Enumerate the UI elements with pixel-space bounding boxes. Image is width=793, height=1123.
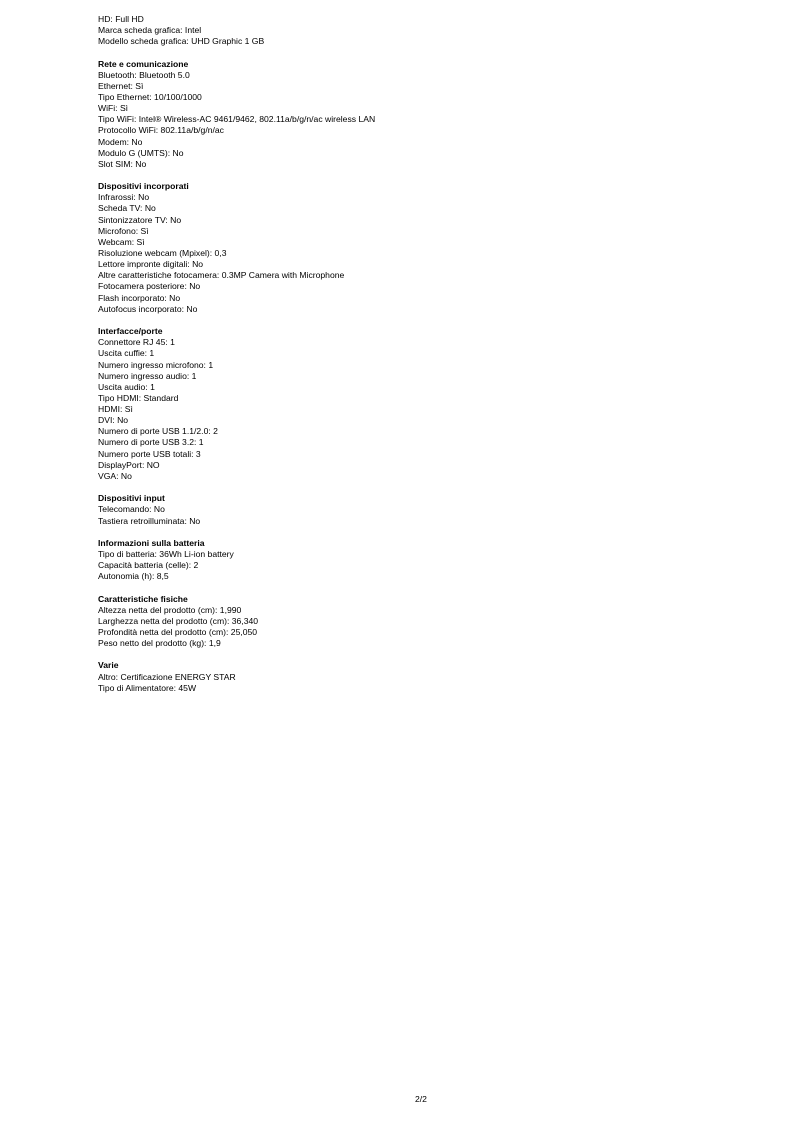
spec-line: Numero di porte USB 1.1/2.0: 2 [98,426,218,437]
spec-line: Autonomia (h): 8,5 [98,571,169,582]
spec-line: Uscita cuffie: 1 [98,348,155,359]
spec-section [98,326,758,482]
spec-line: Tipo di Alimentatore: 45W [98,682,197,693]
spec-line: Sintonizzatore TV: No [98,214,182,225]
section-title: Caratteristiche fisiche [98,593,188,604]
section-title: Rete e comunicazione [98,58,189,69]
spec-line: WiFi: Sì [98,103,129,114]
spec-line: Tipo Ethernet: 10/100/1000 [98,92,202,103]
spec-line: VGA: No [98,470,132,481]
spec-line: Infrarossi: No [98,192,150,203]
spec-line: Autofocus incorporato: No [98,303,198,314]
spec-line: Tipo HDMI: Standard [98,392,179,403]
spec-section [98,493,758,526]
spec-line: Larghezza netta del prodotto (cm): 36,340 [98,615,259,626]
spec-line: Scheda TV: No [98,203,156,214]
section-title: Dispositivi incorporati [98,181,189,192]
spec-line: DisplayPort: NO [98,459,160,470]
spec-line: Modulo G (UMTS): No [98,147,184,158]
spec-line: Altre caratteristiche fotocamera: 0.3MP Camera with Microphone [98,270,345,281]
spec-line: Slot SIM: No [98,158,147,169]
spec-line: Profondità netta del prodotto (cm): 25,050 [98,627,258,638]
spec-section [98,59,758,170]
spec-section [98,181,758,315]
section-title: Varie [98,660,119,671]
spec-line: HD: Full HD [98,14,144,24]
spec-line: Ethernet: Sì [98,80,144,91]
spec-line: Capacità batteria (celle): 2 [98,560,199,571]
spec-section [98,660,758,693]
spec-line: Tipo di batteria: 36Wh Li-ion battery [98,548,234,559]
spec-line: HDMI: Sì [98,404,133,415]
spec-line: Altezza netta del prodotto (cm): 1,990 [98,604,242,615]
spec-line: Lettore impronte digitali: No [98,259,204,270]
intro-block [98,14,758,47]
spec-line: Uscita audio: 1 [98,381,155,392]
spec-line: Connettore RJ 45: 1 [98,337,175,348]
spec-line: Tastiera retroilluminata: No [98,515,201,526]
spec-line: Fotocamera posteriore: No [98,281,201,292]
page-number: 2/2 [415,1094,427,1104]
spec-line: Numero porte USB totali: 3 [98,448,201,459]
spec-line: Peso netto del prodotto (kg): 1,9 [98,638,221,649]
section-title: Informazioni sulla batteria [98,537,205,548]
spec-line: Tipo WiFi: Intel® Wireless-AC 9461/9462, 802.11a/b/g/n/ac wireless LAN [98,114,376,125]
spec-line: Flash incorporato: No [98,292,181,303]
spec-line: DVI: No [98,415,129,426]
sections-container [98,59,758,694]
spec-section [98,594,758,650]
spec-line: Protocollo WiFi: 802.11a/b/g/n/ac [98,125,224,136]
spec-line: Numero di porte USB 3.2: 1 [98,437,204,448]
spec-line: Telecomando: No [98,504,165,515]
section-title: Dispositivi input [98,493,165,504]
spec-line: Numero ingresso microfono: 1 [98,359,214,370]
spec-line: Risoluzione webcam (Mpixel): 0,3 [98,248,227,259]
spec-document [98,14,758,694]
spec-line: Modello scheda grafica: UHD Graphic 1 GB [98,36,265,47]
spec-line: Bluetooth: Bluetooth 5.0 [98,69,190,80]
spec-section [98,538,758,583]
spec-line: Webcam: Sì [98,236,145,247]
spec-line: Microfono: Sì [98,225,149,236]
spec-line: Numero ingresso audio: 1 [98,370,197,381]
spec-line: Modem: No [98,136,143,147]
section-title: Interfacce/porte [98,326,163,337]
spec-line: Marca scheda grafica: Intel [98,25,202,36]
spec-line: Altro: Certificazione ENERGY STAR [98,671,236,682]
